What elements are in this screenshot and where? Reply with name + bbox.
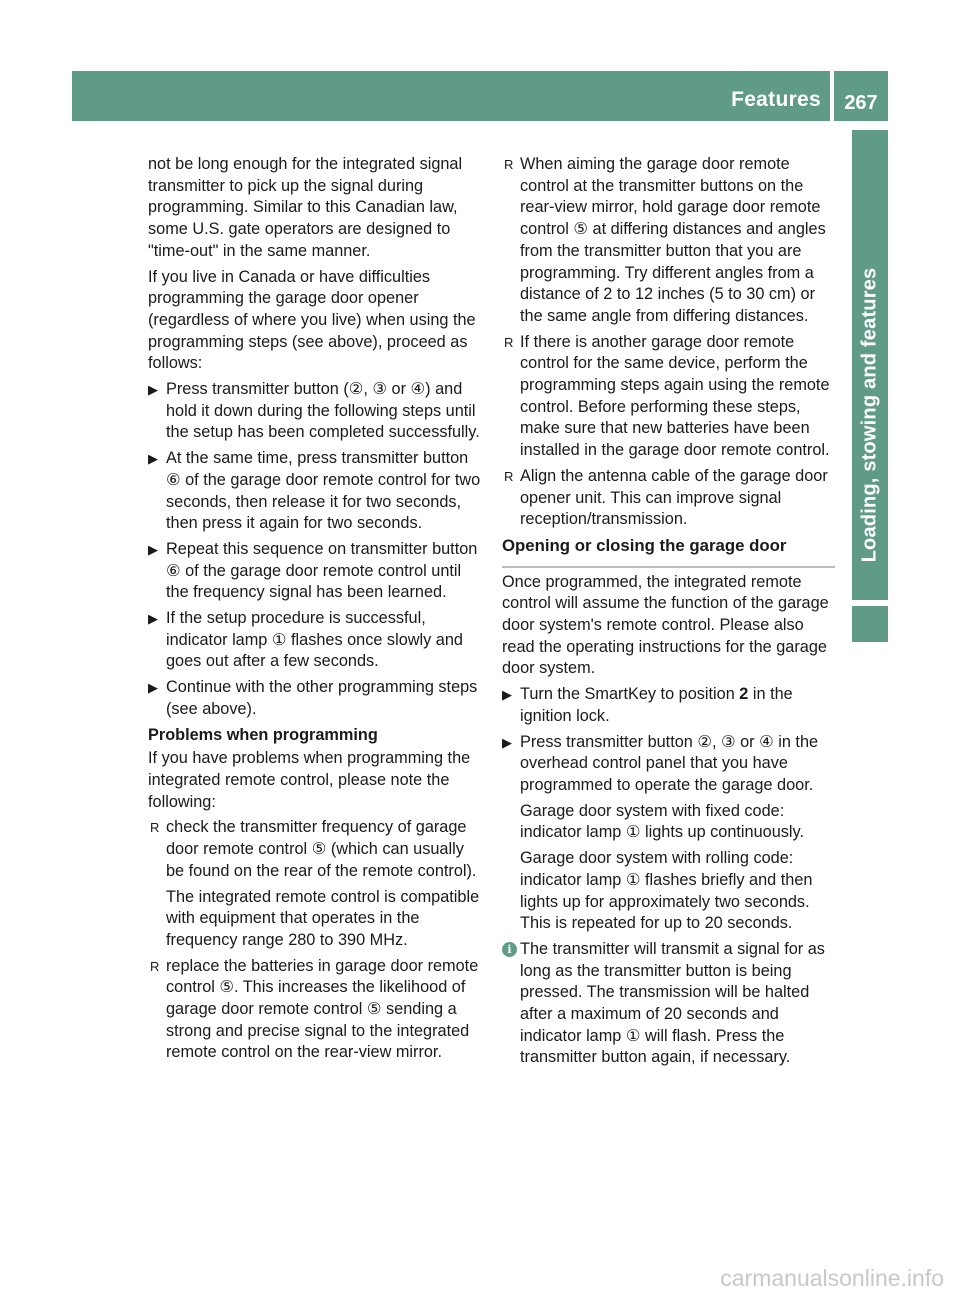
watermark: carmanualsonline.info [720, 1265, 944, 1291]
bullet-marker-icon: R [150, 958, 160, 974]
header-bar [72, 71, 830, 121]
step-item: ▶ Press transmitter button (②, ③ or ④) and hold it down during the following steps until the setup has been completed successfully. [148, 380, 480, 442]
intro-paragraph-1: not be long enough for the integrated signal transmitter to pick up the signal during programming. Similar to this Canadian law, some U.S. gate operators are designed to "time-out" in the same manner. [148, 155, 463, 260]
section-heading: Opening or closing the garage door [502, 535, 835, 568]
step-arrow-icon: ▶ [148, 382, 158, 398]
step-item: ▶ At the same time, press transmitter button ⑥ of the garage door remote control for two seconds, then release it for two seconds, then press it again for two seconds. [148, 449, 481, 533]
step-subparagraph: Garage door system with fixed code: indicator lamp ① lights up continuously. [520, 801, 804, 842]
step-arrow-icon: ▶ [148, 451, 158, 467]
info-icon: i [502, 942, 517, 957]
step-arrow-icon: ▶ [148, 541, 158, 557]
step-item: ▶ If the setup procedure is successful, indicator lamp ① flashes once slowly and goes out after a few seconds. [148, 609, 463, 671]
bullet-marker-icon: R [504, 157, 514, 172]
left-column [148, 154, 483, 1068]
bullet-marker-icon: R [150, 820, 160, 836]
step-arrow-icon: ▶ [502, 687, 512, 703]
right-column [502, 154, 835, 1073]
step-item: ▶ Press transmitter button ②, ③ or ④ in the overhead control panel that you have programmed to operate the garage door. [502, 732, 819, 794]
step-subparagraph: Garage door system with rolling code: indicator lamp ① flashes briefly and then lights up for approximately two seconds. This is repeated for up to 20 seconds. [520, 849, 813, 933]
step-item: ▶ Continue with the other programming steps (see above). [148, 678, 478, 718]
problems-intro: If you have problems when programming the integrated remote control, please note the following: [148, 749, 471, 811]
step-arrow-icon: ▶ [148, 680, 158, 696]
bullet-item: R Align the antenna cable of the garage door opener unit. This can improve signal reception/transmission. [504, 466, 828, 529]
chapter-tab-marker [852, 606, 888, 642]
bullet-item: R replace the batteries in garage door remote control ⑤. This increases the likelihood of garage door remote control ⑤ sending a strong and precise signal to the integrated remote control on the rear-view mirror. [150, 956, 479, 1062]
intro-paragraph-2: If you live in Canada or have difficulties programming the garage door opener (regardless of where you live) when using the programming steps (see above), proceed as follows: [148, 267, 476, 373]
position-value: 2 [739, 685, 749, 704]
bullet-item: R If there is another garage door remote control for the same device, perform the programming steps again using the remote control. Before performing these steps, make sure that new batteries have been installed in the garage door remote control. [504, 332, 830, 460]
bullet-subparagraph: The integrated remote control is compatible with equipment that operates in the frequency range 280 to 390 MHz. [166, 887, 480, 949]
chapter-tab-label: Loading, stowing and features [858, 267, 881, 563]
step-arrow-icon: ▶ [502, 734, 512, 750]
problems-heading: Problems when programming [148, 725, 378, 744]
section-intro: Once programmed, the integrated remote control will assume the function of the garage door system's remote control. Please also read the operating instructions for the garage door system. [502, 572, 829, 678]
bullet-marker-icon: R [504, 334, 514, 350]
bullet-item: R When aiming the garage door remote control at the transmitter buttons on the rear-view mirror, hold garage door remote control ⑤ at differing distances and angles from the transmitter button that you are programming. Try different angles from a distance of 2 to 12 inches (5 to 30 cm) or the same angle from differing distances. [504, 155, 826, 325]
step-item: ▶ Repeat this sequence on transmitter button ⑥ of the garage door remote control until the frequency signal has been learned. [148, 539, 478, 602]
info-note: i The transmitter will transmit a signal for as long as the transmitter button is being pressed. The transmission will be halted after a maximum of 20 seconds and indicator lamp ① will flash. Press the transmitter button again, if necessary. [502, 939, 835, 1069]
section-title: Features [731, 88, 821, 111]
page-number: 267 [844, 92, 878, 114]
step-arrow-icon: ▶ [148, 611, 158, 627]
bullet-item: R check the transmitter frequency of garage door remote control ⑤ (which can usually be found on the rear of the remote control). [150, 818, 477, 880]
bullet-marker-icon: R [504, 468, 514, 484]
step-item: ▶ Turn the SmartKey to position 2 in the ignition lock. [502, 685, 793, 725]
